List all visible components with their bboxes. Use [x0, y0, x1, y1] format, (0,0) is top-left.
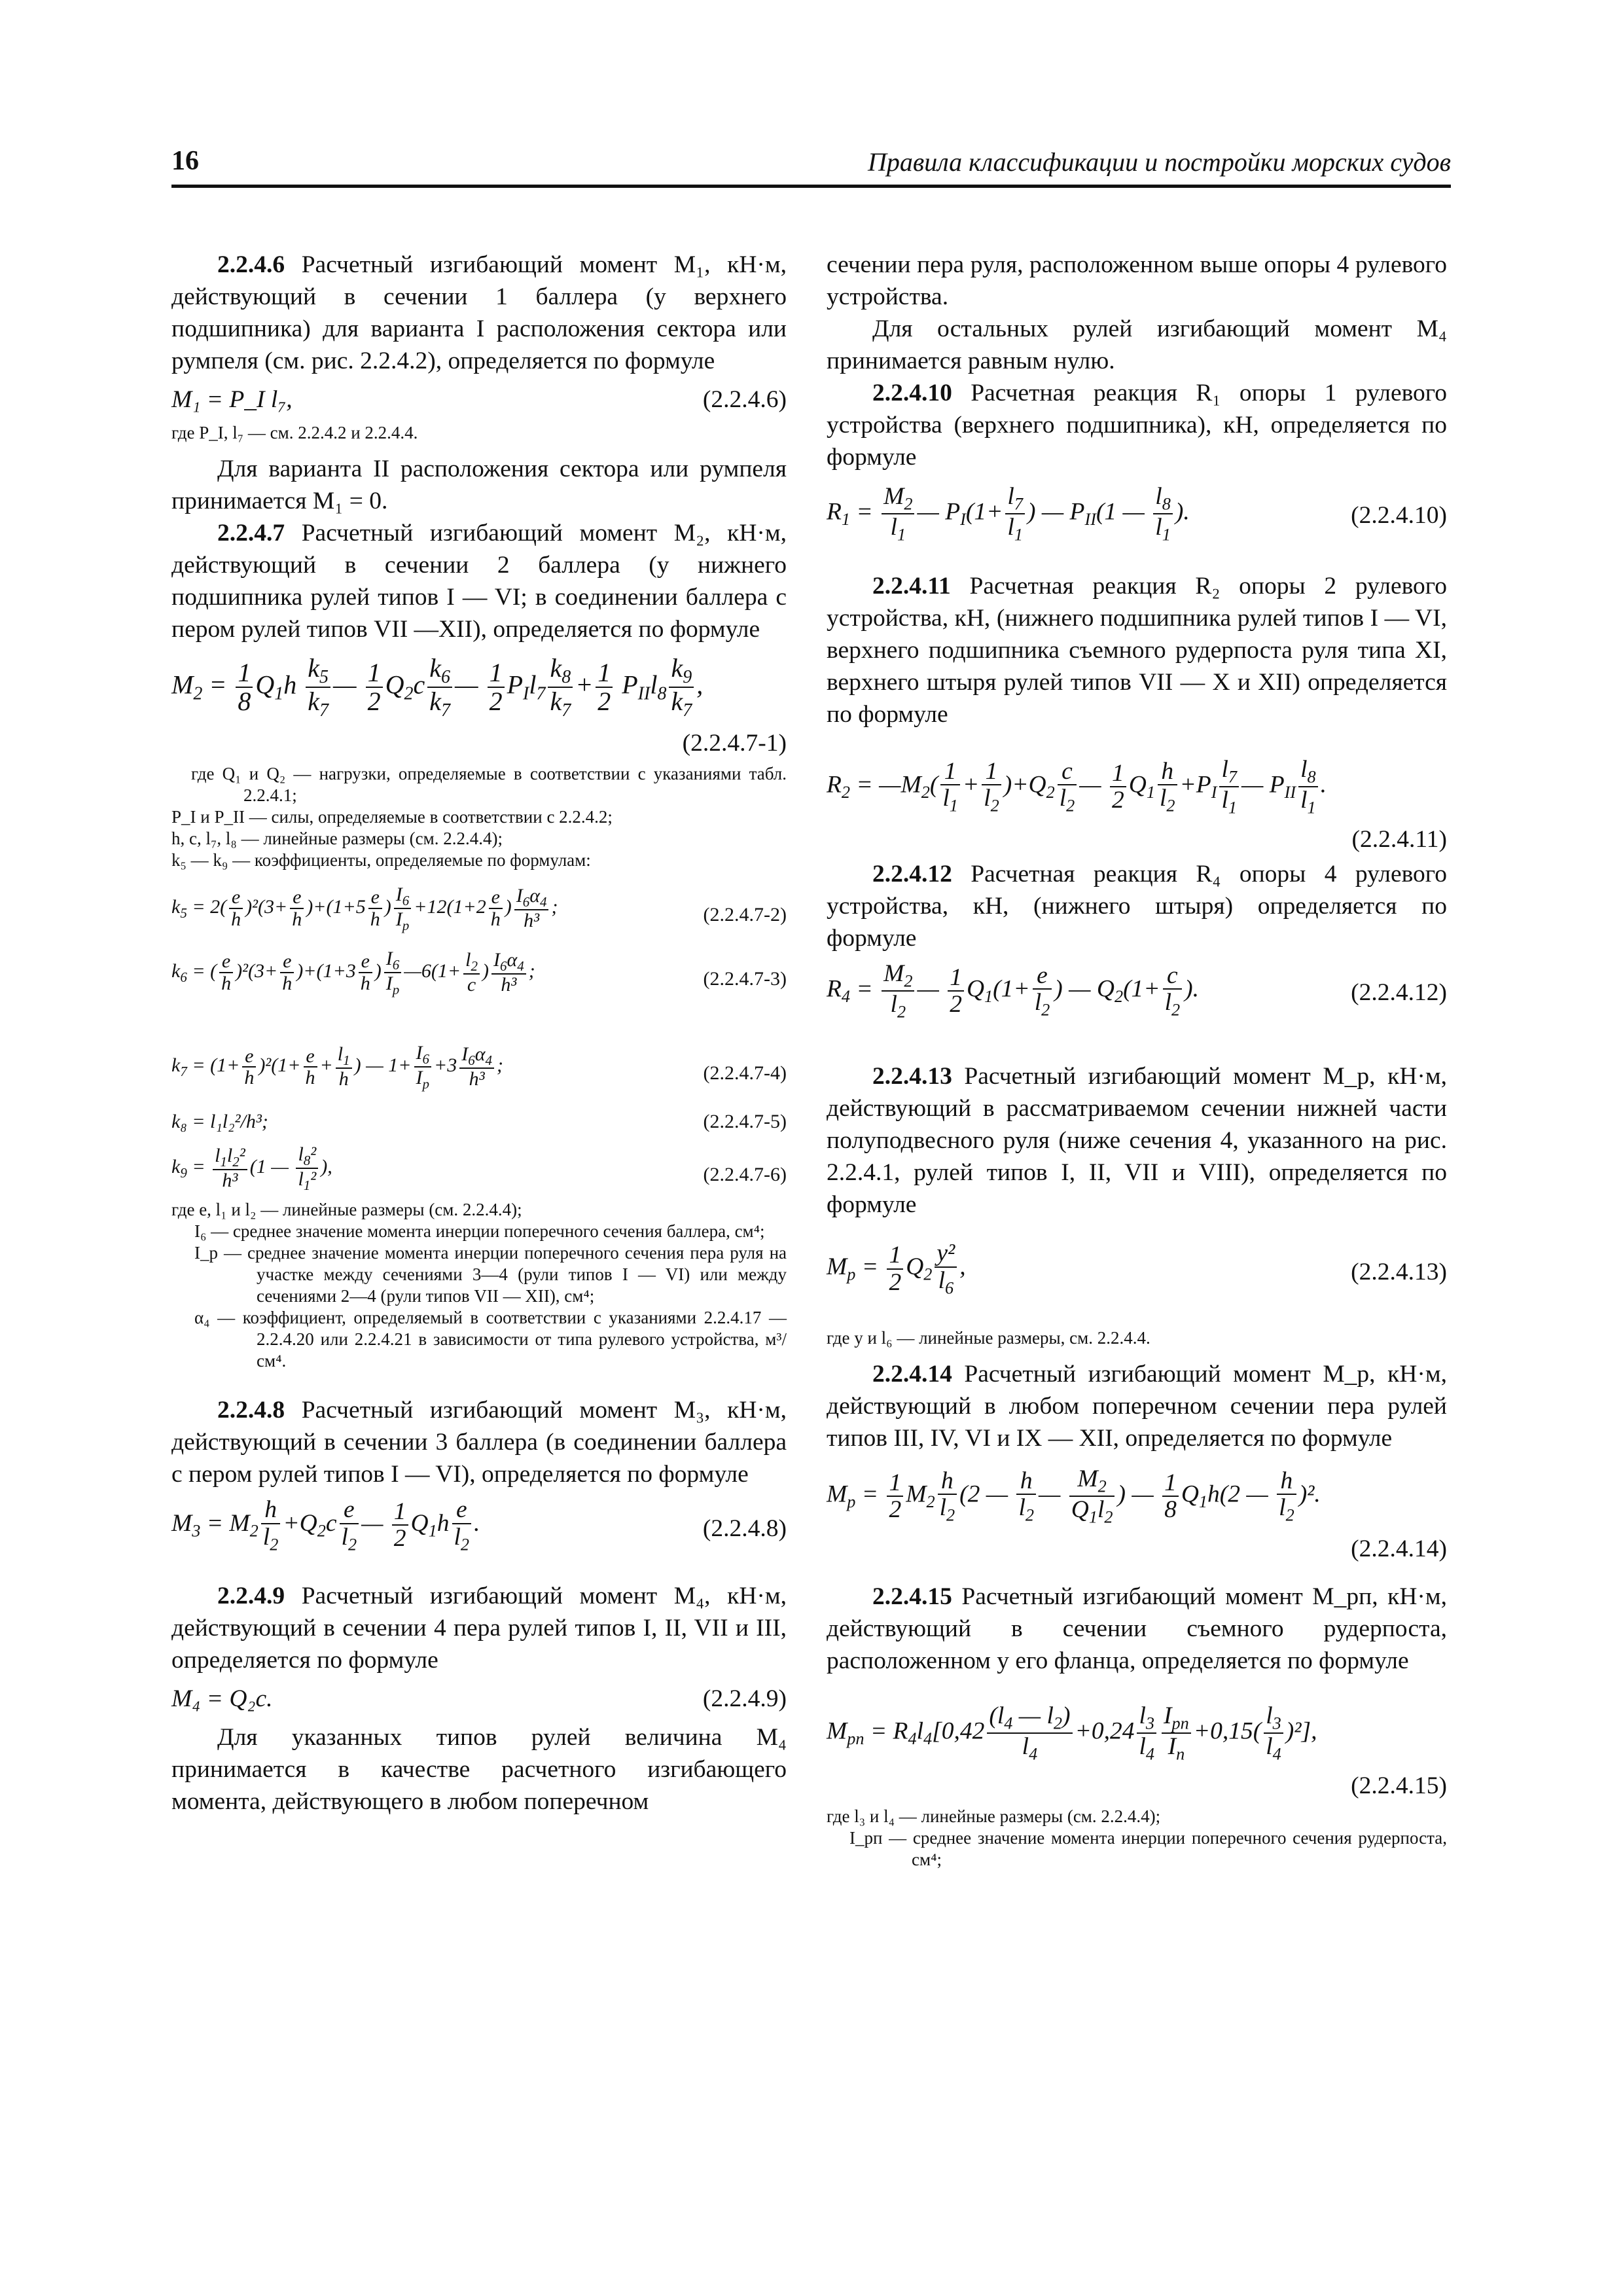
left-column	[171, 249, 787, 1818]
formula-2-2-4-11: $R_2$ = $—M_2$( $\frac{1}{l_1}$ + $\frac{1}{l_2}$ )$+Q_2$ $\frac{c}{l_2}$ — $\frac{1}{2}$ $Q_1$ $\frac{h}{l_2}$ $+P_I$ $\frac{l_7}{l_1}$ — $P_{II}$ $\frac{l_8}{l_1}$ .	[827, 756, 1327, 817]
formula-2-2-4-7-6: $k_9$ = $\frac{l_1l_2^2}{\text{h³}}$ (1 — $\frac{l_8^2}{l_1^2}$ ), (2.2.4.7-6)	[171, 1143, 787, 1194]
paragraph-variant-2: Для варианта II расположения сектора или румпеля принимается M₁ = 0.	[171, 456, 787, 514]
formula-number: (2.2.4.11)	[1351, 826, 1447, 853]
paragraph-m4-zero: Для остальных рулей изгибающий момент M₄ принимается равным нулю.	[827, 315, 1447, 374]
formula-2-2-4-7-1: $M_2$ = $\frac{1}{8}$ $Q_1h$ $\frac{k_5}{k_7}$ — $\frac{1}{2}$ $Q_2c$ $\frac{k_6}{k_7}$ — $\frac{1}{2}$ $P_Il_7$ $\frac{k_8}{k_7}$ + $\frac{1}{2}$ $P_{II}l_8$ $\frac{k_9}{k_7}$ ,	[171, 653, 704, 721]
right-column	[827, 249, 1447, 1880]
formula-2-2-4-10: $R_1$ = $\frac{M_2}{l_1}$ — $P_I(1+$ $\frac{l_7}{l_1}$ ) — $P_{II}(1$ — $\frac{l_8}{l_1}$ ). (2.2.4.10)	[827, 483, 1447, 545]
running-title: Правила классификации и постройки морских судов	[867, 147, 1451, 177]
paragraph-2-2-4-11: 2.2.4.11 Расчетная реакция R₂ опоры 2 рулевого устройства, кН, (нижнего подшипника рулей типов I — VI, верхнего подшипника съемного рудерпоста руля типа XI, верхнего штыря рулей типов VII — X и XII) определяется по формуле	[827, 573, 1447, 728]
note-2-2-4-13: где y и l₆ — линейные размеры, см. 2.2.4.4.	[827, 1327, 1150, 1348]
note-2-2-4-15: где l₃ и l₄ — линейные размеры (см. 2.2.4.4); I_pп — среднее значение момента инерции поперечного сечения рудерпоста, см⁴;	[827, 1806, 1447, 1870]
paragraph-continuation: сечении пера руля, расположенном выше опоры 4 рулевого устройства.	[827, 251, 1447, 310]
paragraph-2-2-4-8: 2.2.4.8 Расчетный изгибающий момент M₃, кН·м, действующий в сечении 3 баллера (в соединении баллера с пером рулей типов I — VI), определяется по формуле	[171, 1397, 787, 1488]
formula-2-2-4-7-4: $k_7 = (1+$ $\frac{e}{h}$ )²(1+ $\frac{e}{h}$ + $\frac{l_1}{h}$ ) — 1+ $\frac{I_6}{I_p}$ +3 $\frac{I_6\alpha_4}{\text{h³}}$ ; (2.2.4.7-4)	[171, 1041, 787, 1092]
paragraph-2-2-4-10: 2.2.4.10 Расчетная реакция R₁ опоры 1 рулевого устройства (верхнего подшипника), кН, определяется по формуле	[827, 380, 1447, 471]
note-coefficients: где e, l₁ и l₂ — линейные размеры (см. 2.2.4.4); I₆ — среднее значение момента инерции поперечного сечения баллера, см⁴; I_p — среднее значение момента инерции поперечного сечения пера руля на участке между сечениями 3—4 (рули типов I — VI) или между сечениями 2—4 (рули типов VII — XII), см⁴; α₄ — коэффициент, определяемый в соответствии с указаниями 2.2.4.17 — 2.2.4.20 или 2.2.4.21 в зависимости от типа рулевого устройства, м³/см⁴.	[171, 1200, 787, 1371]
page-number: 16	[171, 146, 199, 176]
paragraph-2-2-4-13: 2.2.4.13 Расчетный изгибающий момент M_p, кН·м, действующий в рассматриваемом сечении нижней части полуподвесного руля (ниже сечения 4, указанного на рис. 2.2.4.1, рулей типов I, II, VII и VIII), определяется по формуле	[827, 1063, 1447, 1219]
formula-2-2-4-7-2: $k_5 = 2$( $\frac{e}{h}$ )²(3+ $\frac{e}{h}$ )+(1+5 $\frac{e}{h}$ ) $\frac{I_6}{I_p}$ +12(1+2 $\frac{e}{h}$ ) $\frac{I_6\alpha_4}{\text{h³}}$ ; (2.2.4.7-2)	[171, 883, 787, 933]
paragraph-2-2-4-6: 2.2.4.6 Расчетный изгибающий момент M₁, кН·м, действующий в сечении 1 баллера (у верхнего подшипника) для варианта I расположения сектора или румпеля (см. рис. 2.2.4.2), определяется по формуле	[171, 251, 787, 374]
page-header	[171, 145, 1451, 188]
paragraph-2-2-4-12: 2.2.4.12 Расчетная реакция R₄ опоры 4 рулевого устройства, кН, (нижнего штыря) определяется по формуле	[827, 861, 1447, 952]
formula-2-2-4-12: $R_4$ = $\frac{M_2}{l_2}$ — $\frac{1}{2}$ $Q_1(1+$ $\frac{e}{l_2}$ ) — $Q_2(1+$ $\frac{c}{l_2}$ ). (2.2.4.12)	[827, 960, 1447, 1022]
formula-2-2-4-7-5: k₈ = l₁l₂²/h³; (2.2.4.7-5)	[171, 1111, 787, 1133]
formula-2-2-4-8: $M_3 = M_2$ $\frac{h}{l_2}$ $+Q_2c$ $\frac{e}{l_2}$ — $\frac{1}{2}$ $Q_1h$ $\frac{e}{l_2}$ . (2.2.4.8)	[171, 1496, 787, 1554]
note-2-2-4-6: где P_I, l₇ — см. 2.2.4.2 и 2.2.4.4.	[171, 423, 418, 442]
formula-2-2-4-14: $M_p$ = $\frac{1}{2}$ $M_2$ $\frac{h}{l_2}$ (2 — $\frac{h}{l_2}$ — $\frac{M_2}{Q_1l_2}$ ) — $\frac{1}{8}$ $Q_1h(2$ — $\frac{h}{l_2}$ )².	[827, 1465, 1321, 1527]
formula-number: (2.2.4.14)	[1351, 1535, 1447, 1562]
formula-number: (2.2.4.15)	[1351, 1772, 1447, 1800]
paragraph-2-2-4-15: 2.2.4.15 Расчетный изгибающий момент M_pп, кН·м, действующий в сечении съемного рудерпоста, расположенном у его фланца, определяется по формуле	[827, 1583, 1447, 1674]
formula-2-2-4-9: M₄ = Q₂c. (2.2.4.9)	[171, 1685, 787, 1712]
paragraph-2-2-4-9: 2.2.4.9 Расчетный изгибающий момент M₄, кН·м, действующий в сечении 4 пера рулей типов I, II, VII и III, определяется по формуле	[171, 1582, 787, 1674]
paragraph-2-2-4-14: 2.2.4.14 Расчетный изгибающий момент M_p, кН·м, действующий в любом поперечном сечении пера рулей типов III, IV, VI и IX — XII, определяется по формуле	[827, 1360, 1447, 1452]
paragraph-m4-note: Для указанных типов рулей величина M₄ принимается в качестве расчетного изгибающего момента, действующего в любом поперечном	[171, 1723, 787, 1815]
formula-2-2-4-13: $M_p$ = $\frac{1}{2}$ $Q_2$ $\frac{\text{y²}}{l_6}$ , (2.2.4.13)	[827, 1240, 1447, 1298]
formula-2-2-4-6: M₁ = P_I l₇, (2.2.4.6)	[171, 386, 787, 413]
paragraph-2-2-4-7: 2.2.4.7 Расчетный изгибающий момент M₂, кН·м, действующий в сечении 2 баллера (у нижнего подшипника рулей типов I — VI; в соединении баллера с пером рулей типов VII —XII), определяется по формуле	[171, 520, 787, 643]
formula-2-2-4-15: $M_{pп} = R_4l_4[0,42$ $\frac{(l_4 — l_2)}{l_4}$ +0,24 $\frac{l_3}{l_4}$ $\frac{I_{pп}}{I_п}$ +0,15( $\frac{l_3}{l_4}$ )²],	[827, 1702, 1317, 1764]
formula-number: (2.2.4.7-1)	[682, 729, 787, 757]
note-2-2-4-7: где Q₁ и Q₂ — нагрузки, определяемые в соответствии с указаниями табл. 2.2.4.1; P_I и P_II — силы, определяемые в соответствии с 2.2.4.2; h, c, l₇, l₈ — линейные размеры (см. 2.2.4.4); k₅ — k₉ — коэффициенты, определяемые по формулам:	[171, 763, 787, 870]
formula-2-2-4-7-3: $k_6$ = ( $\frac{e}{h}$ )²(3+ $\frac{e}{h}$ )+(1+3 $\frac{e}{h}$ ) $\frac{I_6}{I_p}$ —6(1+ $\frac{l_2}{c}$ ) $\frac{I_6\alpha_4}{\text{h³}}$ ; (2.2.4.7-3)	[171, 947, 787, 997]
